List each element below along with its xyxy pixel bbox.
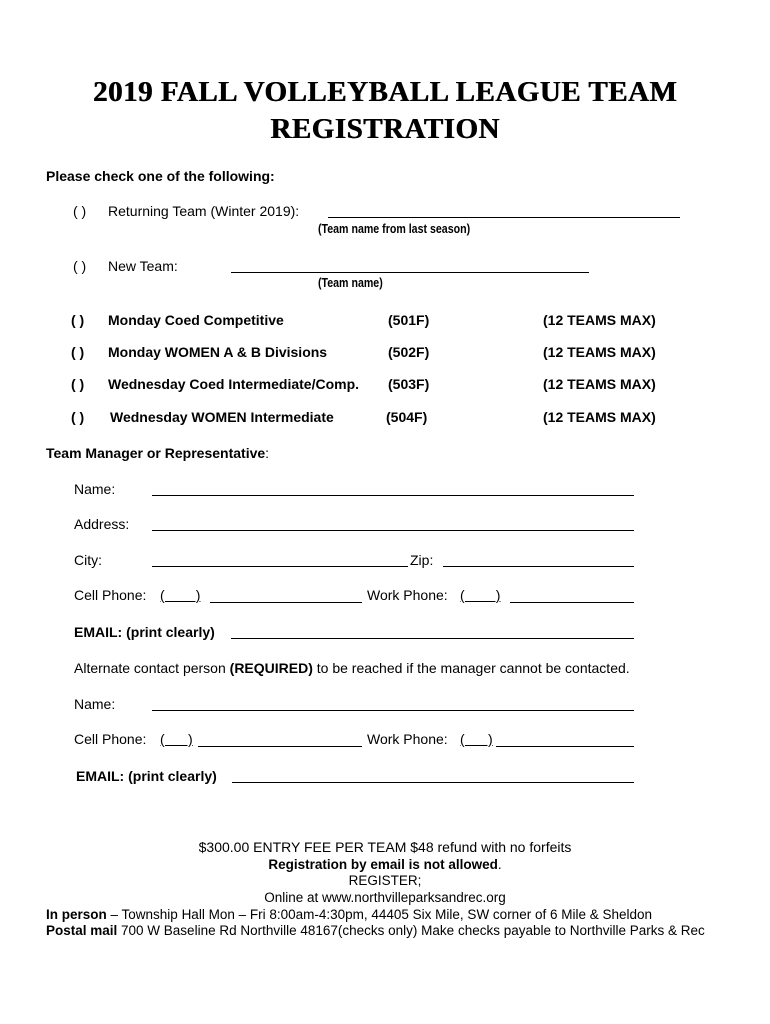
alternate-work-label: Work Phone: — [367, 731, 448, 747]
postal-label: Postal mail — [46, 923, 118, 938]
alternate-instruction — [74, 660, 630, 676]
alternate-required-label: (REQUIRED) — [229, 660, 313, 676]
manager-zip-label: Zip: — [410, 552, 434, 568]
email-note-period: . — [497, 857, 502, 872]
manager-city-field[interactable] — [152, 566, 408, 567]
returning-team-label: Returning Team (Winter 2019): — [108, 203, 300, 219]
in-person-line — [46, 907, 652, 922]
entry-fee-text: $300.00 ENTRY FEE PER TEAM $48 refund with no forfeits — [198, 839, 572, 855]
returning-team-name-field[interactable] — [328, 217, 680, 218]
division-name: Monday Coed Competitive — [108, 312, 284, 328]
manager-name-label: Name: — [74, 481, 116, 497]
manager-work-area-code[interactable]: ( ) — [460, 587, 501, 603]
division-code: (503F) — [388, 376, 430, 392]
alternate-text-after: to be reached if the manager cannot be contacted. — [312, 660, 630, 676]
in-person-text: – Township Hall Mon – Fri 8:00am-4:30pm, 44405 Six Mile, SW corner of 6 Mile & Sheldon — [106, 907, 653, 922]
manager-cell-area-code[interactable]: ( ) — [160, 587, 201, 603]
manager-address-field[interactable] — [152, 530, 634, 531]
alternate-cell-field[interactable] — [198, 746, 362, 747]
alternate-name-label: Name: — [74, 696, 116, 712]
division-max: (12 TEAMS MAX) — [543, 409, 656, 425]
division-name: Wednesday WOMEN Intermediate — [110, 409, 334, 425]
division-checkbox[interactable]: ( ) — [71, 312, 85, 328]
manager-name-field[interactable] — [152, 495, 634, 496]
form-title-line2: REGISTRATION — [270, 113, 500, 145]
instruction-text: Please check one of the following: — [46, 168, 275, 184]
in-person-label: In person — [46, 907, 107, 922]
online-text: Online at www.northvilleparksandrec.org — [264, 890, 506, 905]
returning-team-hint: (Team name from last season) — [318, 222, 471, 236]
form-title-line1: 2019 FALL VOLLEYBALL LEAGUE TEAM — [92, 76, 678, 108]
email-note-text: Registration by email is not allowed — [268, 857, 498, 872]
manager-heading-label: Team Manager or Representative — [46, 445, 266, 461]
alternate-cell-label: Cell Phone: — [74, 731, 147, 747]
returning-checkbox[interactable]: ( ) — [73, 203, 87, 219]
alternate-cell-area-code[interactable]: ( ) — [160, 731, 193, 747]
division-name: Monday WOMEN A & B Divisions — [108, 344, 328, 360]
new-team-name-field[interactable] — [231, 272, 589, 273]
new-team-checkbox[interactable]: ( ) — [73, 258, 87, 274]
division-max: (12 TEAMS MAX) — [543, 344, 656, 360]
manager-cell-label: Cell Phone: — [74, 587, 147, 603]
alternate-email-label: EMAIL: (print clearly) — [76, 768, 217, 784]
email-note — [0, 857, 770, 872]
new-team-hint: (Team name) — [318, 276, 383, 290]
register-text: REGISTER; — [348, 873, 422, 888]
division-checkbox[interactable]: ( ) — [71, 409, 85, 425]
postal-line — [46, 923, 705, 938]
alternate-email-field[interactable] — [232, 782, 634, 783]
division-code: (502F) — [388, 344, 430, 360]
postal-text: 700 W Baseline Rd Northville 48167(checks only) Make checks payable to Northville Parks & Rec — [117, 923, 705, 938]
manager-work-field[interactable] — [510, 602, 634, 603]
manager-email-label: EMAIL: (print clearly) — [74, 624, 215, 640]
alternate-work-area-code[interactable]: ( ) — [460, 731, 493, 747]
manager-cell-field[interactable] — [210, 602, 362, 603]
division-checkbox[interactable]: ( ) — [71, 376, 85, 392]
division-code: (501F) — [388, 312, 430, 328]
new-team-label: New Team: — [108, 258, 178, 274]
manager-work-label: Work Phone: — [367, 587, 448, 603]
manager-address-label: Address: — [74, 516, 130, 532]
manager-heading — [46, 445, 269, 461]
manager-heading-colon: : — [265, 445, 270, 461]
alternate-name-field[interactable] — [152, 710, 634, 711]
alternate-work-field[interactable] — [496, 746, 634, 747]
division-name: Wednesday Coed Intermediate/Comp. — [108, 376, 360, 392]
division-max: (12 TEAMS MAX) — [543, 312, 656, 328]
division-checkbox[interactable]: ( ) — [71, 344, 85, 360]
manager-email-field[interactable] — [231, 638, 634, 639]
manager-zip-field[interactable] — [443, 566, 634, 567]
manager-city-label: City: — [74, 552, 102, 568]
division-code: (504F) — [386, 409, 428, 425]
division-max: (12 TEAMS MAX) — [543, 376, 656, 392]
alternate-text-before: Alternate contact person — [74, 660, 230, 676]
